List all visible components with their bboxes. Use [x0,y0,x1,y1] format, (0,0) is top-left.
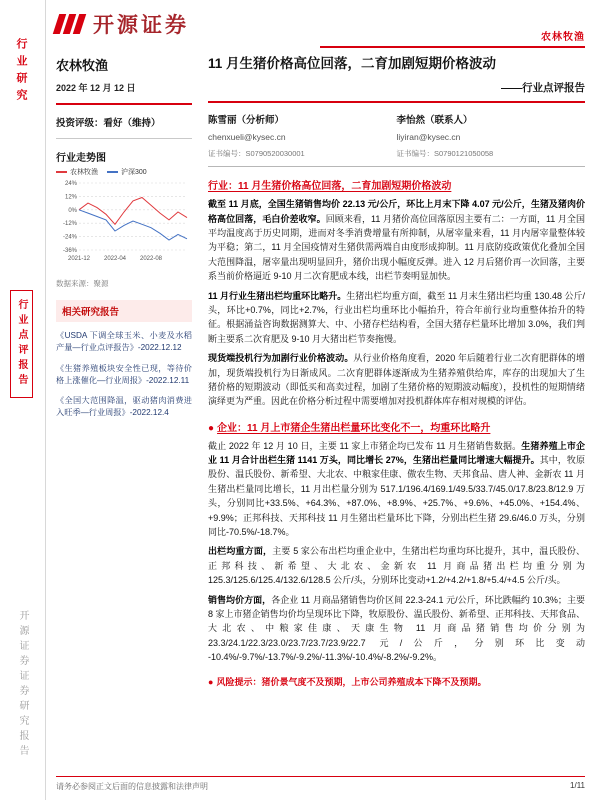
analyst-name: 李怡然（联系人） [396,115,473,127]
report-date: 2022 年 12 月 12 日 [56,83,136,93]
trend-chart-title: 行业走势图 [56,153,106,164]
sidebar-label-report-type: 行业点评报告 [10,290,33,398]
related-report-link[interactable]: 《全国大范围降温，驱动猪肉消费进入旺季—行业周报》-2022.12.4 [56,396,192,418]
related-report-link[interactable]: 《USDA 下调全球玉米、小麦及水稻产量—行业点评报告》-2022.12.12 [56,331,192,353]
legend-label: 农林牧渔 [70,169,98,176]
bullet-icon: ● [208,422,215,434]
paragraph: 11 月行业生猪出栏均重环比略升。生猪出栏均重方面，截至 11 月末生猪出栏均重 130.48 公斤/头，环比+0.7%，同比+2.7%，行业出栏均重环比小幅抬升，符合年前行业均重整体抬升的特征。根据涌益咨询数据测算大、中、小猪存栏结构看，全国大猪存栏量环比增加 3.0%，我们判断主要系二次育肥及 9-10 月大猪出栏节奏拖慢。 [208,290,586,344]
related-report-link[interactable]: 《生猪养殖板块安全性已现，等待价格上涨催化—行业周报》-2022.12.11 [56,363,192,385]
analysts-block [208,103,585,167]
investment-rating [56,105,192,139]
legend-item [107,167,147,177]
paragraph: 销售均价方面，各企业 11 月商品猪销售均价区间 22.3-24.1 元/公斤，环比跌幅约 10.3%；主要 8 家上市猪企销售均价均呈现环比下降，牧原股份、温氏股份、新希望、正邦科技、天邦食品、大北农、中粮家佳康、天康生物 11 月商品猪销售均价分别为 23.3/24.1/22.3/23.0/23.7/23.7/23.9/22.7 元/公斤，分别环比变动 -10.4%/-9.7%/-13.7%/-9.2%/-11.3%/-10.4%/-8.2%/-9.2%。 [208,594,585,663]
info-column [56,55,192,688]
legend-label: 沪深300 [121,169,147,176]
paragraph: 出栏均重方面，主要 5 家公布出栏均重企业中，生猪出栏均重均环比提升，其中，温氏股份、正邦科技、新希望、大北农、金新农 11 月商品猪出栏均重分别为 125.3/125.6/125.4/132.6/128.5 公斤/头，分别环比变动+1.2/+4.2/+1.8/+5.4/+4.5 公斤/头。 [208,546,585,586]
report-type-label: ——行业点评报告 [501,82,585,95]
analyst-name: 陈雪丽（分析师） [208,115,285,127]
rating-value: 看好（维持） [103,118,161,129]
section-heading: 行业：11 月生猪价格高位回落，二育加剧短期价格波动 [208,181,452,193]
sidebar-label-company-research: 开源证券证券研究报告 [17,610,28,760]
industry-trend-chart [56,178,190,270]
risk-text: 猪价景气度不及预期，上市公司养殖成本下降不及预期。 [261,676,487,687]
risk-label: 风险提示： [216,676,262,687]
paragraph: 现货端投机行为加剧行业价格波动。从行业价格角度看，2020 年后随着行业二次育肥群体的增加，现货端投机行为日渐成风。二次育肥群体逐渐成为生猪养殖供给库，库存的出现加大了生猪价格的短期波动（即低买和高卖过程，加剧了生猪价格的短期波动幅度），投机性的短期情绪演绎更为严重。因此在价格分析过程中需要增加对投机群体库存相对规模的评估。 [208,353,585,407]
legend-line-icon [107,171,118,173]
bullet-icon: ● [208,676,214,687]
svg-text:-24%: -24% [62,234,77,241]
brand-logo-text: 开源证券 [93,14,189,37]
section-companies [208,419,585,665]
page-footer [56,776,585,792]
main-area [47,0,600,800]
svg-text:2022-04: 2022-04 [103,256,127,262]
chart-legend [56,167,192,177]
section-industry [208,177,585,408]
title-block [208,55,585,103]
chart-source: 数据来源：聚源 [56,279,109,288]
analyst-email[interactable]: liyiran@kysec.cn [396,132,461,143]
industry-name: 农林牧渔 [56,58,109,73]
legend-line-icon [56,171,67,173]
page-number: 1/11 [570,781,585,790]
related-reports-title: 相关研究报告 [56,300,192,322]
analyst-email[interactable]: chenxueli@kysec.cn [208,132,286,143]
footer-disclaimer: 请务必参阅正文后面的信息披露和法律声明 [56,782,208,791]
svg-text:-36%: -36% [62,248,77,254]
svg-text:2021-12: 2021-12 [67,256,91,262]
sidebar-label-industry-research: 行业研究 [15,38,27,106]
report-title: 11 月生猪价格高位回落，二育加剧短期价格波动 [208,56,497,71]
rating-label: 投资评级： [56,118,104,129]
kaiyuan-logo-icon [56,14,86,34]
legend-item [56,167,98,177]
section-heading: ● 企业：11 月上市猪企生猪出栏量环比变化不一，均重环比略升 [208,422,491,434]
svg-text:2022-08: 2022-08 [139,256,163,262]
analyst-cert-number: 证书编号：S0790520030001 [208,149,305,159]
svg-text:0%: 0% [68,207,77,214]
industry-date-block [56,55,192,105]
analyst-card [208,112,397,159]
risk-warning [208,675,585,688]
analyst-cert-number: 证书编号：S0790121050058 [396,149,494,159]
svg-text:24%: 24% [64,181,77,187]
industry-tag: 农林牧渔 [320,28,585,48]
svg-text:12%: 12% [64,194,77,201]
left-sidebar [0,0,46,800]
svg-text:-12%: -12% [62,221,77,228]
analyst-card [397,112,586,159]
report-body-column [208,55,585,688]
paragraph: 截止 2022 年 12 月 10 日，主要 11 家上市猪企均已发布 11 月生猪销售数据。生猪养殖上市企业 11 月合计出栏生猪 1141 万头，同比增长 27%，生猪出栏量同比增速大幅提升。其中，牧原股份、温氏股份、新希望、大北农、中粮家佳康、傲农生物、天邦食品、唐人神、金新农 11 月生猪出栏量同比增长，11 月出栏量分别为 517.1/196.4/169.1/49.5/33.7/45.0/17.8/23.8/12.9 万头，分别同比+33.5%、+64.3%、+87.0%、+8.9%、+25.7%、+9.6%、+45.0%、+154.4%、+9.9%；正邦科技、天邦科技 11 月生猪出栏量环比下降，分别出栏生猪 29.6/46.0 万头，分别同比-70.5%/-18.7%。 [208,440,585,538]
paragraph: 截至 11 月底，全国生猪销售均价 22.13 元/公斤，环比上月末下降 4.07 元/公斤，生猪及猪肉价格高位回落，毛白价差收窄。回顾来看，11 月猪价高位回落原因主要有二：一方面，11 月全国平均温度高于历史同期，进而对冬季消费增量有所抑制，从屠宰量来看，11 月内屠宰量整体较为平稳；第二，11 月全国疫情对生猪供需两端自由度形成抑制。11 月底防疫政策优化叠加全国大范围降温，屠宰量出现明显回升，猪价出现小幅度反弹。进入 12 月后猪价再一次回落，主要系当前价格逼近 9-10 月二次育肥成本线，出栏节奏明显加快。 [208,199,585,282]
